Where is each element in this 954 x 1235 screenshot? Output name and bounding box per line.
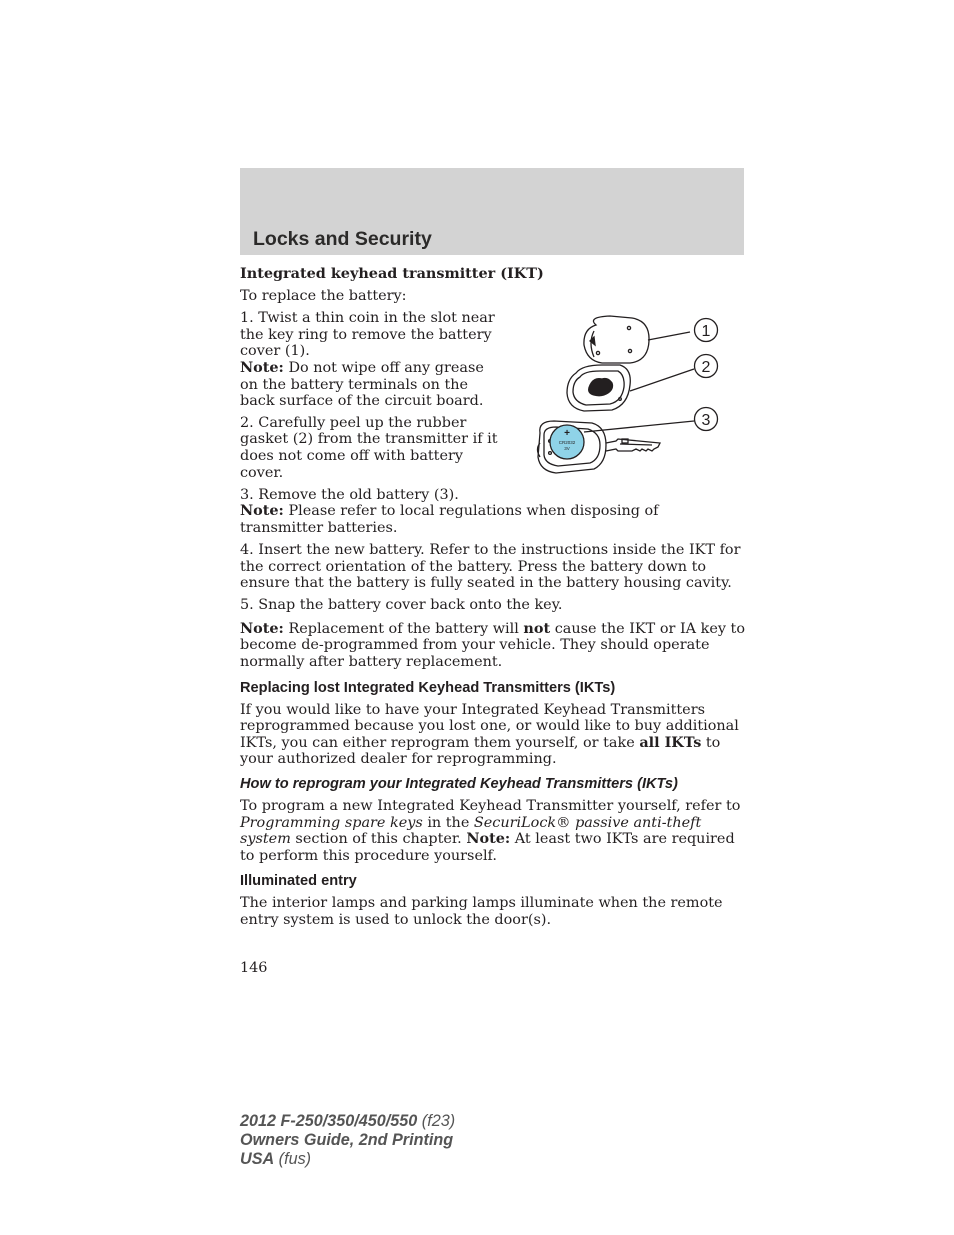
callout-3: 3 xyxy=(701,412,711,429)
page-number: 146 xyxy=(240,960,268,976)
replacing-body xyxy=(240,702,746,768)
battery-note-label: Note: xyxy=(240,619,284,637)
battery-note-emphasis: not xyxy=(523,619,551,637)
battery-plus-label: + xyxy=(564,428,570,439)
reprogram-body-c: section of this chapter. xyxy=(290,831,467,848)
callout-2: 2 xyxy=(701,359,711,376)
footer-line-1 xyxy=(240,1112,455,1131)
battery-note-text-a: Replacement of the battery will xyxy=(283,620,524,637)
step-3-text: 3. Remove the old battery (3). xyxy=(240,486,459,503)
battery-voltage-label: 3V xyxy=(564,446,570,451)
step-3 xyxy=(240,487,746,537)
section-title: Locks and Security xyxy=(253,228,432,250)
reprogram-heading: How to reprogram your Integrated Keyhead Transmitters (IKTs) xyxy=(240,775,678,792)
illuminated-heading: Illuminated entry xyxy=(240,873,357,890)
step-4: 4. Insert the new battery. Refer to the instructions inside the IKT for the correct orientation of the battery. Press the battery down to ensure that the battery is fully seated in the battery housing cavity. xyxy=(240,541,741,592)
reprogram-body xyxy=(240,798,746,864)
document-footer xyxy=(240,1112,455,1169)
illuminated-body: The interior lamps and parking lamps illuminate when the remote entry system is used to unlock the door(s). xyxy=(240,895,723,928)
replacing-body-b: to your authorized dealer for reprogramming. xyxy=(240,734,721,768)
reprogram-body-d: At least two IKTs are required to perform this procedure yourself. xyxy=(240,831,735,864)
replacing-body-a: If you would like to have your Integrated Keyhead Transmitters reprogrammed because you lost one, or would like to buy additional IKTs, you can either reprogram them yourself, or take xyxy=(240,701,739,751)
step-3-note: Please refer to local regulations when disposing of transmitter batteries. xyxy=(240,503,659,536)
ikt-battery-illustration xyxy=(532,313,732,485)
step-3-note-label: Note: xyxy=(240,502,284,520)
battery-type-label: CR2032 xyxy=(558,440,576,445)
reprogram-link-spare-keys: Programming spare keys xyxy=(240,814,423,831)
footer-market: USA xyxy=(240,1150,275,1168)
footer-model: 2012 F-250/350/450/550 xyxy=(240,1112,418,1130)
ikt-intro: To replace the battery: xyxy=(240,288,407,305)
step-1 xyxy=(240,310,498,410)
step-1-note: Do not wipe off any grease on the battery terminals on the back surface of the circuit board. xyxy=(240,359,484,410)
reprogram-link-securilock: SecuriLock® passive anti-theft system xyxy=(240,814,702,848)
battery-cover-part xyxy=(584,316,649,363)
footer-line-3 xyxy=(240,1150,455,1169)
replacing-body-emphasis: all IKTs xyxy=(639,733,702,751)
step-5: 5. Snap the battery cover back onto the key. xyxy=(240,597,563,614)
step-2: 2. Carefully peel up the rubber gasket (2) from the transmitter if it does not come off with battery cover. xyxy=(240,414,498,481)
reprogram-body-b: in the xyxy=(422,814,474,831)
replacing-heading: Replacing lost Integrated Keyhead Transmitters (IKTs) xyxy=(240,679,616,696)
reprogram-body-a: To program a new Integrated Keyhead Transmitter yourself, refer to xyxy=(240,797,741,814)
footer-model-code: (f23) xyxy=(417,1112,456,1130)
battery-note xyxy=(240,621,746,671)
footer-line-2: Owners Guide, 2nd Printing xyxy=(240,1131,454,1149)
reprogram-note-label: Note: xyxy=(466,830,511,848)
step-1-note-label: Note: xyxy=(240,358,284,376)
ikt-heading: Integrated keyhead transmitter (IKT) xyxy=(240,265,544,282)
callout-1: 1 xyxy=(701,323,711,340)
battery-note-text-b: cause the IKT or IA key to become de-programmed from your vehicle. They should operate normally after battery replacement. xyxy=(240,620,746,670)
footer-market-code: (fus) xyxy=(274,1150,312,1168)
step-1-text: 1. Twist a thin coin in the slot near the key ring to remove the battery cover (1). xyxy=(240,310,495,360)
rubber-gasket-part xyxy=(567,365,630,411)
